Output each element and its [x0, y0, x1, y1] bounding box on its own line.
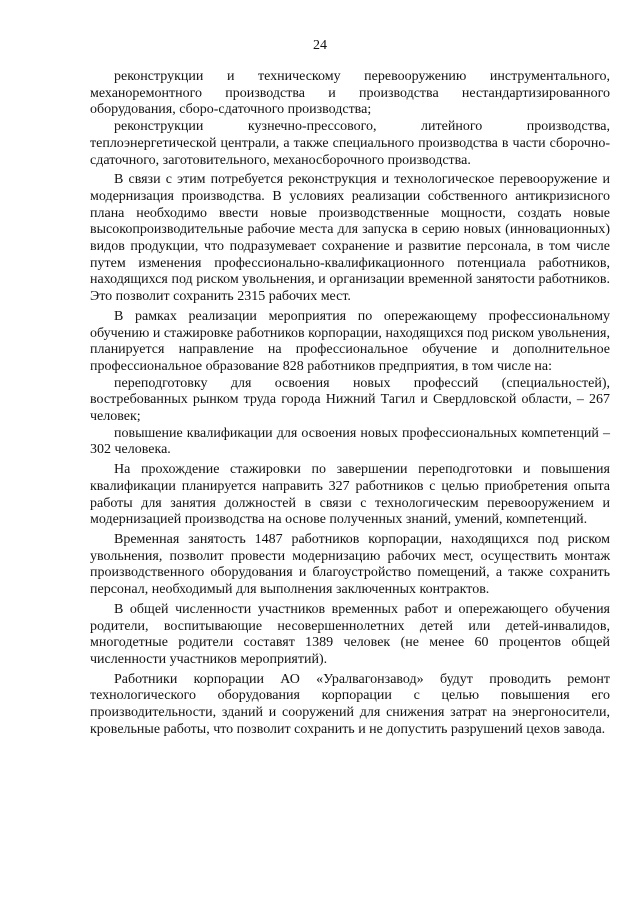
- paragraph-reconstruction-forging: реконструкции кузнечно-прессового, литейного производства, теплоэнергетической централи, а также специального производства в части сборочно-сдаточного, заготовительного, механосборочного производства.: [90, 119, 610, 168]
- paragraph-repairs: Работники корпорации АО «Уралвагонзавод» будут проводить ремонт технологического оборудования корпорации с целью повышения его производительности, зданий и сооружений для снижения затрат на энергоносители, кровельные работы, что позволит сохранить и не допустить разрушений цехов завода.: [90, 671, 610, 737]
- paragraph-retraining: переподготовку для освоения новых профессий (специальностей), востребованных рынком труда города Нижний Тагил и Свердловской области, – 267 человек;: [90, 375, 610, 425]
- paragraph-temporary-employment: Временная занятость 1487 работников корпорации, находящихся под риском увольнения, позволит провести модернизацию рабочих мест, осуществить монтаж производственного оборудования и благоустройство помещений, а также сохранить персонал, необходимый для выполнения заключенных контрактов.: [90, 531, 610, 598]
- page-number: 24: [313, 38, 327, 53]
- document-body: [90, 69, 610, 738]
- paragraph-parents: В общей численности участников временных работ и опережающего обучения родители, воспитывающие несовершеннолетних детей или детей-инвалидов, многодетные родители составят 1389 человек (не менее 60 процентов общей численности участников мероприятий).: [90, 601, 610, 667]
- paragraph-qualification: повышение квалификации для освоения новых профессиональных компетенций – 302 человека.: [90, 425, 610, 458]
- paragraph-internship: На прохождение стажировки по завершении переподготовки и повышения квалификации планируется направить 327 работников с целью приобретения опыта работы для занятия должностей в связи с технологическим перевооружением и модернизацией производства на основе полученных знаний, умений, компетенций.: [90, 462, 610, 528]
- paragraph-reconstruction-tooling: реконструкции и техническому перевооружению инструментального, механоремонтного производства и производства нестандартизированного оборудования, сборо-сдаточного производства;: [90, 69, 610, 118]
- paragraph-advanced-training: В рамках реализации мероприятия по опережающему профессиональному обучению и стажировке работников корпорации, находящихся под риском увольнения, планируется направление на профессиональное обучение и дополнительное профессиональное образование 828 работников предприятия, в том числе на:: [90, 308, 610, 374]
- paragraph-modernization: В связи с этим потребуется реконструкция и технологическое перевооружение и модернизация производства. В условиях реализации собственного антикризисного плана необходимо ввести новые производственные мощности, создать новые высокопроизводительные рабочие места для запуска в серию новых (инновационных) видов продукции, что подразумевает сохранение и развитие персонала, в том числе путем изменения профессионально-квалификационного потенциала работников, находящихся под риском увольнения, и организации временной занятости работников. Это позволит сохранить 2315 рабочих мест.: [90, 172, 610, 305]
